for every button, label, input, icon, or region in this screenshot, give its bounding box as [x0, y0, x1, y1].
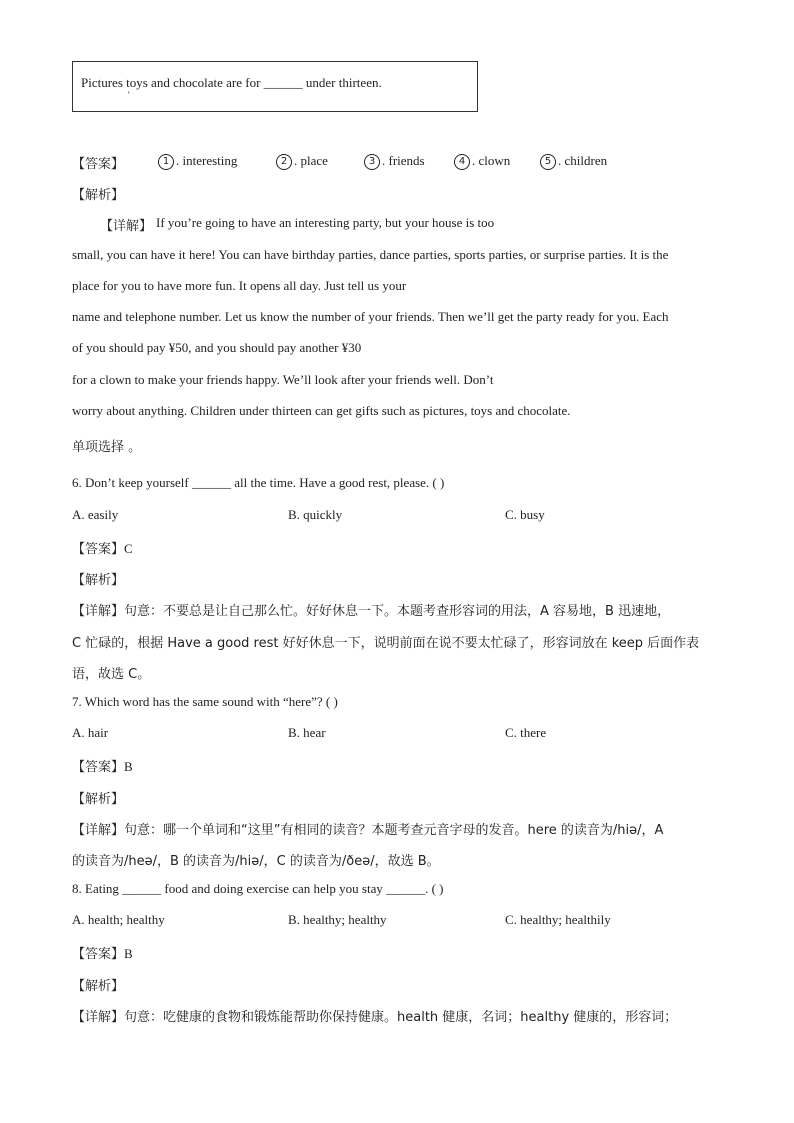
- q7-analysis-label: 【解析】: [72, 792, 125, 807]
- answer-5-text: . children: [558, 153, 608, 168]
- answer-2: [276, 153, 328, 170]
- q7-option-a: A. hair: [72, 725, 109, 740]
- q6-option-b: B. quickly: [288, 507, 343, 522]
- q8-option-b: B. healthy; healthy: [288, 912, 387, 927]
- q7-option-b: B. hear: [288, 725, 326, 740]
- passage-line-2: small, you can have it here! You can have birthday parties, dance parties, sports parties, or surprise parties. It is the: [72, 247, 669, 262]
- q7-option-c: C. there: [505, 725, 547, 740]
- q6-answer: C: [124, 541, 133, 556]
- answer-5-number: 5: [540, 154, 556, 170]
- section-title: 单项选择 。: [72, 440, 142, 455]
- q7-detail-line-1: 句意：哪一个单词和“这里”有相同的读音？本题考查元音字母的发音。here 的读音为/hiə/，A: [124, 823, 664, 838]
- q8-detail-line-1: 句意：吃健康的食物和锻炼能帮助你保持健康。health 健康，名词；healthy 健康的，形容词；: [124, 1010, 678, 1025]
- answer-4: [454, 153, 510, 170]
- answer-1-number: 1: [158, 154, 174, 170]
- answer-label: 【答案】: [72, 157, 125, 172]
- answer-4-text: . clown: [472, 153, 511, 168]
- answer-3: [364, 153, 425, 170]
- q6-option-c: C. busy: [505, 507, 545, 522]
- q6-analysis-label: 【解析】: [72, 573, 125, 588]
- answer-4-number: 4: [454, 154, 470, 170]
- answer-1: [158, 153, 237, 170]
- q7-detail-label: 【详解】: [72, 823, 125, 838]
- answer-3-number: 3: [364, 154, 380, 170]
- q6-question: 6. Don’t keep yourself ______ all the time. Have a good rest, please. ( ): [72, 475, 445, 490]
- q7-answer-label: 【答案】: [72, 760, 125, 775]
- detail-label: 【详解】: [100, 219, 153, 234]
- q8-question: 8. Eating ______ food and doing exercise can help you stay ______. ( ): [72, 881, 444, 896]
- answer-2-number: 2: [276, 154, 292, 170]
- answer-3-text: . friends: [382, 153, 425, 168]
- q6-detail-line-1: 句意：不要总是让自己那么忙。好好休息一下。本题考查形容词的用法，A 容易地，B 迅速地，: [124, 604, 671, 619]
- q8-answer-label: 【答案】: [72, 947, 125, 962]
- q7-detail-line-2: 的读音为/heə/，B 的读音为/hiə/，C 的读音为/ðeə/，故选 B。: [72, 854, 440, 869]
- question-box: [72, 61, 478, 112]
- box-mark: ': [128, 90, 130, 100]
- q8-answer: B: [124, 946, 133, 961]
- passage-line-5: of you should pay ¥50, and you should pay another ¥30: [72, 340, 362, 355]
- q8-detail-label: 【详解】: [72, 1010, 125, 1025]
- answer-2-text: . place: [294, 153, 328, 168]
- passage-line-7: worry about anything. Children under thirteen can get gifts such as pictures, toys and chocolate.: [72, 403, 571, 418]
- q6-option-a: A. easily: [72, 507, 119, 522]
- box-text: Pictures toys and chocolate are for ______ under thirteen.: [81, 75, 382, 90]
- q8-analysis-label: 【解析】: [72, 979, 125, 994]
- q6-detail-label: 【详解】: [72, 604, 125, 619]
- q7-question: 7. Which word has the same sound with “here”? ( ): [72, 694, 338, 709]
- passage-line-1: If you’re going to have an interesting party, but your house is too: [156, 215, 495, 230]
- answer-5: [540, 153, 607, 170]
- answer-1-text: . interesting: [176, 153, 238, 168]
- passage-line-3: place for you to have more fun. It opens all day. Just tell us your: [72, 278, 407, 293]
- q6-answer-label: 【答案】: [72, 542, 125, 557]
- passage-line-4: name and telephone number. Let us know the number of your friends. Then we’ll get the party ready for you. Each: [72, 309, 669, 324]
- q8-option-a: A. health; healthy: [72, 912, 165, 927]
- q7-answer: B: [124, 759, 133, 774]
- analysis-label: 【解析】: [72, 188, 125, 203]
- q8-option-c: C. healthy; healthily: [505, 912, 611, 927]
- q6-detail-line-2: C 忙碌的，根据 Have a good rest 好好休息一下，说明前面在说不要太忙碌了，形容词放在 keep 后面作表: [72, 636, 700, 651]
- q6-detail-line-3: 语，故选 C。: [72, 667, 151, 682]
- passage-line-6: for a clown to make your friends happy. We’ll look after your friends well. Don’t: [72, 372, 494, 387]
